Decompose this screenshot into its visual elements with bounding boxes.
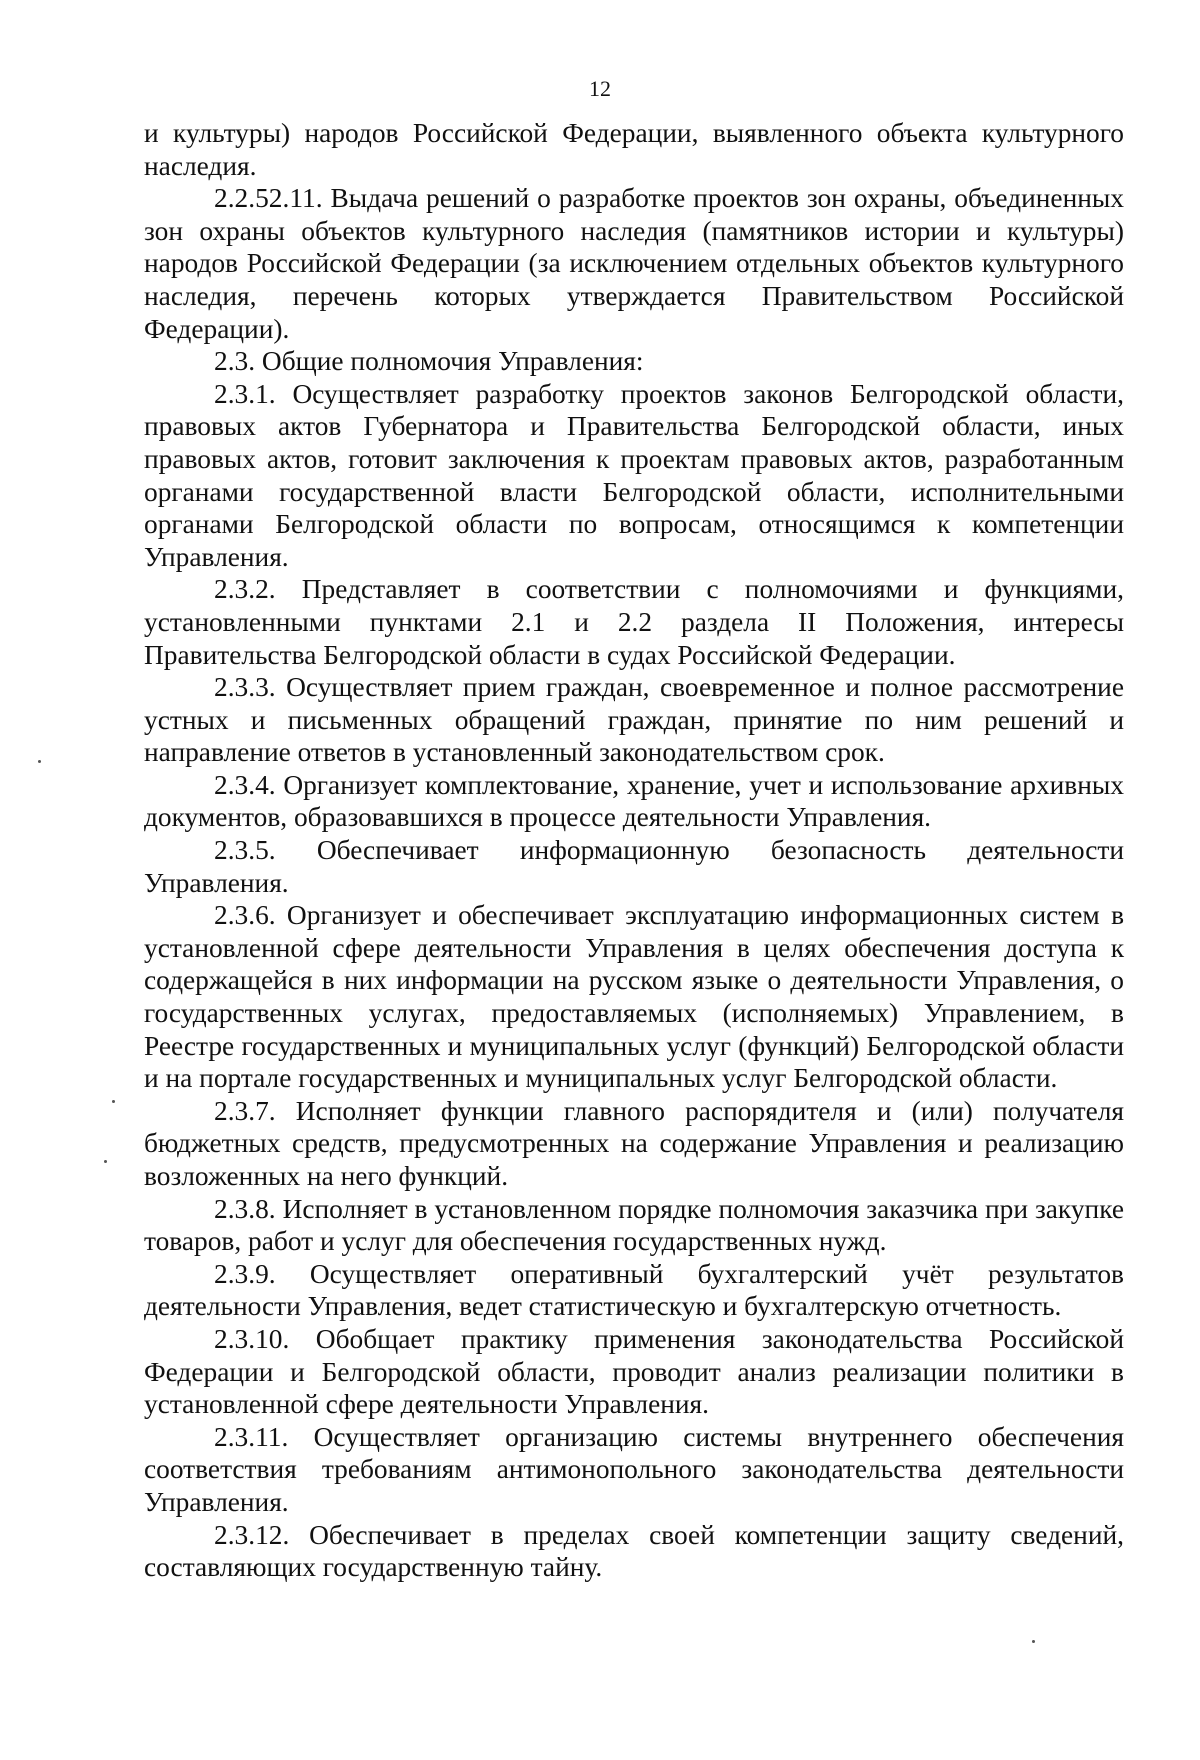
paragraph-continuation: и культуры) народов Российской Федерации, выявленного объекта культурного наследия. [144, 118, 1124, 181]
scan-speck [104, 1160, 107, 1163]
paragraph-2-3-11: 2.3.11. Осуществляет организацию системы внутреннего обеспечения соответствия требованиям антимонопольного законодательства деятельности Управления. [144, 1421, 1124, 1517]
paragraph-2-3: 2.3. Общие полномочия Управления: [214, 346, 644, 377]
paragraph-2-3-9: 2.3.9. Осуществляет оперативный бухгалтерский учёт результатов деятельности Управления, ведет статистическую и бухгалтерскую отчетность. [144, 1258, 1124, 1322]
paragraph-2-3-4: 2.3.4. Организует комплектование, хранение, учет и использование архивных документов, образовавшихся в процессе деятельности Управления. [144, 769, 1124, 833]
paragraph-2-3-8: 2.3.8. Исполняет в установленном порядке полномочия заказчика при закупке товаров, работ и услуг для обеспечения государственных нужд. [144, 1193, 1124, 1257]
scan-speck [1032, 1640, 1035, 1643]
paragraph-2-3-2: 2.3.2. Представляет в соответствии с полномочиями и функциями, установленными пунктами 2.1 и 2.2 раздела II Положения, интересы Правительства Белгородской области в судах Российской Федерации. [144, 574, 1124, 670]
paragraph-2-3-5: 2.3.5. Обеспечивает информационную безопасность деятельности Управления. [144, 835, 1124, 898]
paragraph-2-3-3: 2.3.3. Осуществляет прием граждан, своевременное и полное рассмотрение устных и письменных обращений граждан, принятие по ним решений и направление ответов в установленный законодательством срок. [144, 672, 1124, 768]
page-number: 12 [589, 76, 611, 101]
paragraph-2-3-12: 2.3.12. Обеспечивает в пределах своей компетенции защиту сведений, составляющих государственную тайну. [144, 1519, 1124, 1583]
scan-speck [38, 760, 41, 763]
paragraph-2-3-7: 2.3.7. Исполняет функции главного распорядителя и (или) получателя бюджетных средств, предусмотренных на содержание Управления и реализацию возложенных на него функций. [144, 1095, 1124, 1191]
paragraph-2-3-10: 2.3.10. Обобщает практику применения законодательства Российской Федерации и Белгородской области, проводит анализ реализации политики в установленной сфере деятельности Управления. [144, 1323, 1124, 1420]
paragraph-2-3-6: 2.3.6. Организует и обеспечивает эксплуатацию информационных систем в установленной сфере деятельности Управления в целях обеспечения доступа к содержащейся в них информации на русском языке о деятельности Управления, о государственных услугах, предоставляемых (исполняемых) Управлением, в Реестре государственных и муниципальных услуг (функций) Белгородской области и на портале государственных и муниципальных услуг Белгородской области. [144, 900, 1124, 1094]
scan-speck [112, 1100, 115, 1103]
paragraph-2-2-52-11: 2.2.52.11. Выдача решений о разработке проектов зон охраны, объединенных зон охраны объектов культурного наследия (памятников истории и культуры) народов Российской Федерации (за исключением отдельных объектов культурного наследия, перечень которых утверждается Правительством Российской Федерации). [144, 183, 1124, 344]
document-body [144, 117, 1124, 1584]
paragraph-2-3-1: 2.3.1. Осуществляет разработку проектов законов Белгородской области, правовых актов Губернатора и Правительства Белгородской области, иных правовых актов, готовит заключения к проектам правовых актов, разработанным органами государственной власти Белгородской области, исполнительными органами Белгородской области по вопросам, относящимся к компетенции Управления. [144, 378, 1124, 572]
